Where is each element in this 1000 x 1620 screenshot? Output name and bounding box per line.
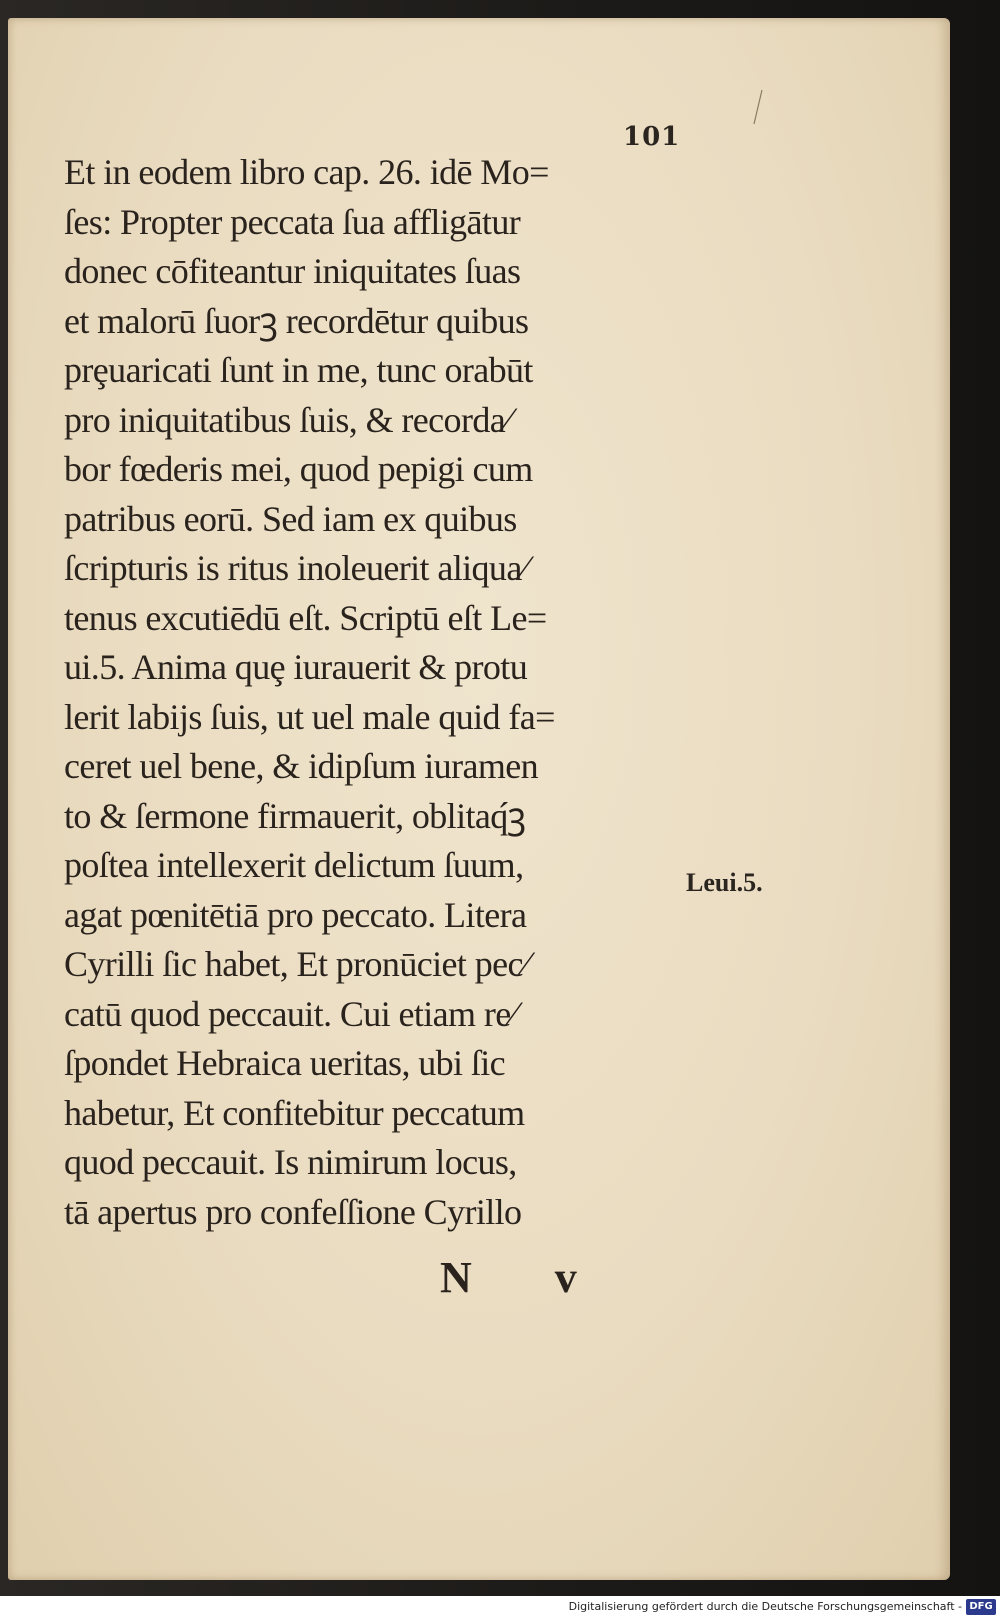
text-line: poſtea intellexerit delictum ſuum, xyxy=(64,845,524,885)
text-line: ceret uel bene, & idipſum iuramen xyxy=(64,746,539,786)
digitization-credit: Digitalisierung gefördert durch die Deutsche Forschungsgemeinschaft - xyxy=(568,1600,962,1613)
text-line: ui.5. Anima quȩ iurauerit & protu xyxy=(64,647,528,687)
marginal-note: Leui.5. xyxy=(686,868,763,897)
text-line: bor fœderis mei, quod pepigi cum xyxy=(64,449,533,489)
text-line: to & ſermone firmauerit, oblitaq́ꝫ xyxy=(64,795,526,836)
text-line: ſcripturis is ritus inoleuerit aliqua⁄ xyxy=(64,548,528,588)
text-line: Et in eodem libro cap. 26. idē Mo= xyxy=(64,152,549,192)
text-line: quod peccauit. Is nimirum locus, xyxy=(64,1142,517,1182)
text-line: lerit labijs ſuis, ut uel male quid fa= xyxy=(64,696,555,737)
book-page xyxy=(8,18,950,1580)
text-line: habetur, Et confitebitur peccatum xyxy=(64,1092,525,1133)
text-line: agat pœnitētiā pro peccato. Litera xyxy=(64,894,527,935)
text-line: Cyrilli ſic habet, Et pronūciet pec⁄ xyxy=(64,944,529,984)
body-text xyxy=(64,148,684,1237)
text-line: tenus excutiēdū eſt. Scriptū eſt Le= xyxy=(64,597,547,638)
text-line: pro iniquitatibus ſuis, & recorda⁄ xyxy=(64,399,511,440)
dfg-logo: DFG xyxy=(966,1599,996,1615)
text-line: tā apertus pro confeſſione Cyrillo xyxy=(64,1191,522,1232)
page-number: 101 xyxy=(623,122,681,152)
footer-bar xyxy=(0,1596,1000,1620)
text-line: ſpondet Hebraica ueritas, ubi ſic xyxy=(64,1043,506,1083)
paper-blemish xyxy=(748,88,768,128)
text-line: catū quod peccauit. Cui etiam re⁄ xyxy=(64,993,517,1034)
text-line: patribus eorū. Sed iam ex quibus xyxy=(64,498,517,539)
text-line: ſes: Propter peccata ſua affligātur xyxy=(64,201,521,242)
text-line: prȩuaricati ſunt in me, tunc orabūt xyxy=(64,350,533,390)
signature-mark: N v xyxy=(440,1253,613,1302)
text-line: et malorū ſuorꝫ recordētur quibus xyxy=(64,300,529,341)
text-line: donec cōfiteantur iniquitates ſuas xyxy=(64,251,521,291)
